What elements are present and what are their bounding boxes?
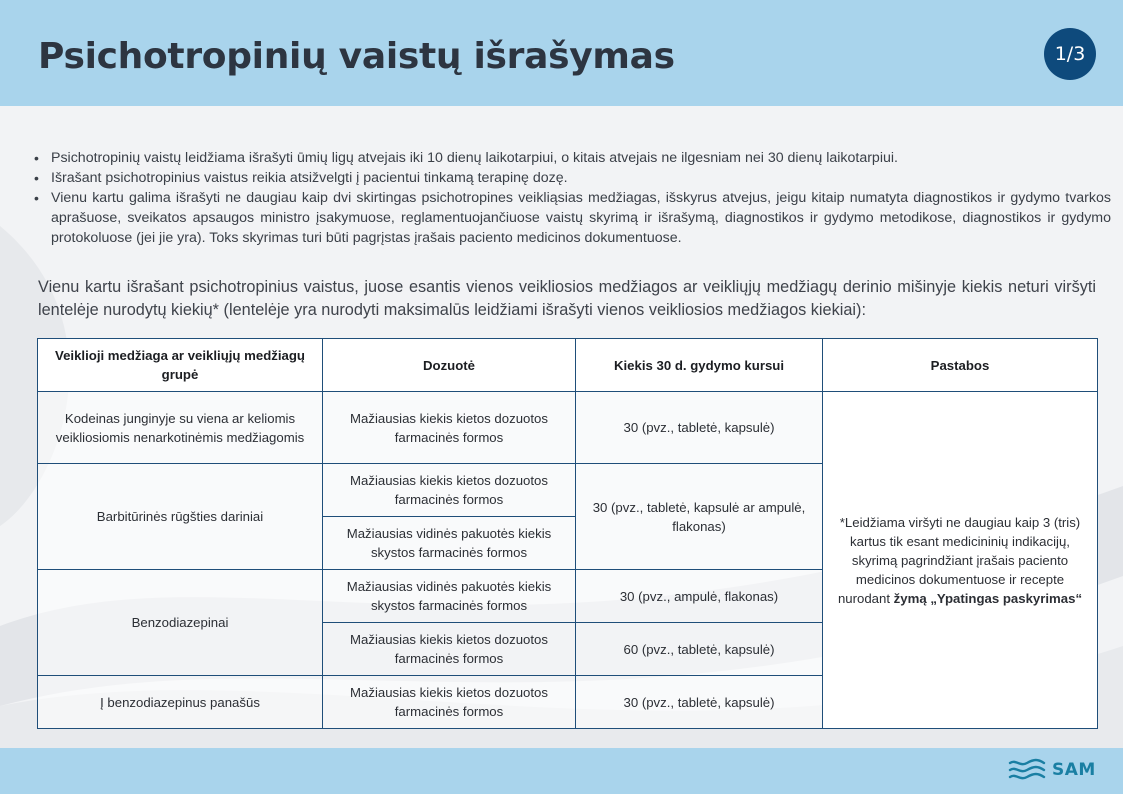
dosage-cell: Mažiausias kiekis kietos dozuotos farmacinės formos (323, 464, 576, 517)
dosage-cell: Mažiausias kiekis kietos dozuotos farmacinės formos (323, 392, 576, 464)
dosage-cell: Mažiausias vidinės pakuotės kiekis skystos farmacinės formos (323, 517, 576, 570)
substance-cell: Benzodiazepinai (38, 570, 323, 676)
notes-text: *Leidžiama viršyti ne daugiau kaip 3 (tris) kartus tik esant medicininių indikacijų, skyrimą pagrindžiant įrašais paciento medicinos dokumentuose ir recepte nurodant (837, 514, 1081, 606)
quantity-cell: 30 (pvz., tabletė, kapsulė ar ampulė, flakonas) (576, 464, 823, 570)
notes-bold-text: žymą „Ypatingas paskyrimas“ (893, 590, 1083, 606)
substance-cell: Į benzodiazepinus panašūs (38, 676, 323, 729)
substance-cell: Barbitūrinės rūgšties dariniai (38, 464, 323, 570)
dosage-table (37, 338, 1098, 729)
table-row (38, 392, 1098, 464)
dosage-cell: Mažiausias kiekis kietos dozuotos farmacinės formos (323, 676, 576, 729)
substance-cell: Kodeinas junginyje su viena ar keliomis veikliosiomis nenarkotinėmis medžiagomis (38, 392, 323, 464)
notes-cell (823, 392, 1098, 729)
intro-paragraph: Vienu kartu išrašant psichotropinius vaistus, juose esantis vienos veikliosios medžiagos ar veikliųjų medžiagų derinio mišinyje kiekis neturi viršyti lentelėje nurodytų kiekių* (lentelėje yra nurodyti maksimalūs leidžiami išrašyti vienos veikliosios medžiagos kiekiai): (38, 278, 1096, 319)
page-title: Psichotropinių vaistų išrašymas (38, 36, 675, 77)
column-header-dosage: Dozuotė (323, 339, 576, 392)
footer-bar (0, 748, 1123, 794)
bullet-item: • Psichotropinių vaistų leidžiama išrašyti ūmių ligų atvejais iki 10 dienų laikotarpiui, o kitais atvejais ne ilgesniam nei 30 dienų laikotarpiui. (51, 148, 1111, 168)
quantity-cell: 30 (pvz., tabletė, kapsulė) (576, 676, 823, 729)
column-header-substance: Veiklioji medžiaga ar veikliųjų medžiagų grupė (38, 339, 323, 392)
dosage-cell: Mažiausias vidinės pakuotės kiekis skystos farmacinės formos (323, 570, 576, 623)
column-header-notes: Pastabos (823, 339, 1098, 392)
page-indicator-badge: 1/3 (1044, 28, 1096, 80)
quantity-cell: 30 (pvz., tabletė, kapsulė) (576, 392, 823, 464)
quantity-cell: 30 (pvz., ampulė, flakonas) (576, 570, 823, 623)
dosage-cell: Mažiausias kiekis kietos dozuotos farmacinės formos (323, 623, 576, 676)
sam-logo (1008, 758, 1096, 782)
logo-text: SAM (1052, 760, 1096, 780)
header-bar (0, 0, 1123, 106)
table-header-row (38, 339, 1098, 392)
bullet-item: • Išrašant psichotropinius vaistus reikia atsižvelgti į pacientui tinkamą terapinę dozę. (51, 168, 1111, 188)
bullet-item: • Vienu kartu galima išrašyti ne daugiau kaip dvi skirtingas psichotropines veikliąsias medžiagas, išskyrus atvejus, jeigu kitaip numatyta diagnostikos ir gydymo tvarkos aprašuose, sveikatos apsaugos ministro įsakymuose, reglamentuojančiuose vaistų skyrimą ir išrašymą, diagnostikos ir gydymo metodikose, diagnostikos ir gydymo protokoluose (jei jie yra). Toks skyrimas turi būti pagrįstas įrašais paciento medicinos dokumentuose. (51, 188, 1111, 248)
column-header-quantity: Kiekis 30 d. gydymo kursui (576, 339, 823, 392)
waves-logo-icon (1008, 758, 1046, 782)
quantity-cell: 60 (pvz., tabletė, kapsulė) (576, 623, 823, 676)
rules-bullet-list (34, 148, 1111, 248)
